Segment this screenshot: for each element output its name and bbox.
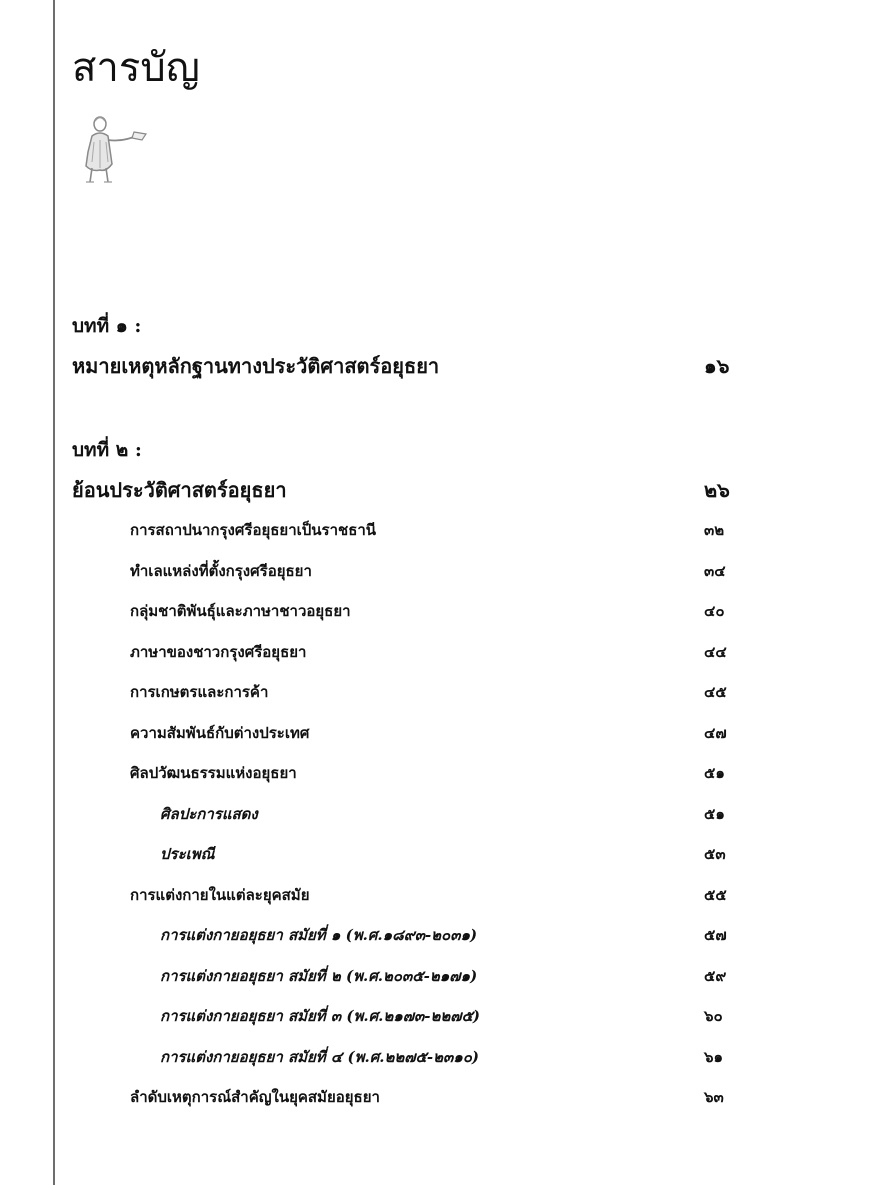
toc-entry-title: ประเพณี (160, 845, 215, 863)
toc-entry-section[interactable] (72, 679, 772, 705)
toc-entry-section[interactable] (72, 882, 772, 908)
toc-entry-page: ๕๓ (704, 845, 726, 863)
toc-entry-subsection[interactable] (72, 963, 772, 989)
toc-entry-title: การแต่งกายอยุธยา สมัยที่ ๓ (พ.ศ.๒๑๗๓-๒๒๗๕) (160, 1007, 481, 1025)
toc-entry-title: การแต่งกายอยุธยา สมัยที่ ๔ (พ.ศ.๒๒๗๕-๒๓๑๐) (160, 1048, 479, 1066)
toc-entry-title: การแต่งกายอยุธยา สมัยที่ ๑ (พ.ศ.๑๘๙๓-๒๐๓๑) (160, 926, 478, 944)
toc-entry-page: ๔๕ (704, 683, 727, 701)
toc-entry-title: ทำเลแหล่งที่ตั้งกรุงศรีอยุธยา (130, 562, 312, 580)
toc-entry-page: ๖๓ (704, 1088, 724, 1106)
toc-entry-section[interactable] (72, 1084, 772, 1110)
toc-entry-title: หมายเหตุหลักฐานทางประวัติศาสตร์อยุธยา (72, 354, 440, 378)
toc-entry-subsection[interactable] (72, 841, 772, 867)
toc-entry-page: ๔๗ (704, 724, 727, 742)
toc-entry-page: ๔๔ (704, 643, 727, 661)
toc-entry-title: ย้อนประวัติศาสตร์อยุธยา (72, 478, 287, 502)
toc-entry-page: ๖๑ (704, 1048, 724, 1066)
chapter-1-label: บทที่ ๑ : (72, 315, 142, 337)
toc-entry-page: ๓๒ (704, 521, 725, 539)
toc-entry-subsection[interactable] (72, 922, 772, 948)
page-title: สารบัญ (72, 45, 200, 91)
toc-entry-title: การเกษตรและการค้า (130, 683, 269, 701)
toc-entry-subsection[interactable] (72, 1044, 772, 1070)
toc-entry-subsection[interactable] (72, 1003, 772, 1029)
toc-entry-title: การแต่งกายในแต่ละยุคสมัย (130, 886, 310, 904)
toc-entry-title: ความสัมพันธ์กับต่างประเทศ (130, 724, 310, 742)
toc-entry-title: การสถาปนากรุงศรีอยุธยาเป็นราชธานี (130, 521, 377, 539)
toc-entry-page: ๔๐ (704, 602, 725, 620)
toc-entry-page: ๕๑ (704, 805, 725, 823)
toc-entry-section[interactable] (72, 598, 772, 624)
toc-entry-chapter-1[interactable] (72, 353, 772, 379)
toc-entry-section[interactable] (72, 760, 772, 786)
toc-entry-section[interactable] (72, 517, 772, 543)
toc-entry-section[interactable] (72, 720, 772, 746)
toc-entry-page: ๒๖ (704, 478, 730, 502)
toc-entry-page: ๑๖ (704, 354, 730, 378)
toc-entry-title: ศิลปวัฒนธรรมแห่งอยุธยา (130, 764, 297, 782)
toc-entry-subsection[interactable] (72, 801, 772, 827)
toc-entry-section[interactable] (72, 639, 772, 665)
toc-entry-page: ๕๙ (704, 967, 727, 985)
page-margin-rule (53, 0, 55, 1185)
toc-entry-page: ๕๗ (704, 926, 727, 944)
toc-entry-chapter-2[interactable] (72, 477, 772, 503)
chapter-2-label: บทที่ ๒ : (72, 439, 142, 461)
toc-entry-title: ศิลปะการแสดง (160, 805, 258, 823)
toc-entry-title: ลำดับเหตุการณ์สำคัญในยุคสมัยอยุธยา (130, 1088, 380, 1106)
scholar-figure-illustration (76, 112, 152, 188)
toc-entry-title: กลุ่มชาติพันธุ์และภาษาชาวอยุธยา (130, 602, 351, 620)
toc-entry-page: ๕๑ (704, 764, 725, 782)
toc-entry-title: การแต่งกายอยุธยา สมัยที่ ๒ (พ.ศ.๒๐๓๕-๒๑๗๑) (160, 967, 478, 985)
toc-entry-title: ภาษาของชาวกรุงศรีอยุธยา (130, 643, 307, 661)
toc-entry-page: ๖๐ (704, 1007, 723, 1025)
toc-entry-page: ๓๔ (704, 562, 726, 580)
toc-entry-page: ๕๕ (704, 886, 727, 904)
toc-entry-section[interactable] (72, 558, 772, 584)
